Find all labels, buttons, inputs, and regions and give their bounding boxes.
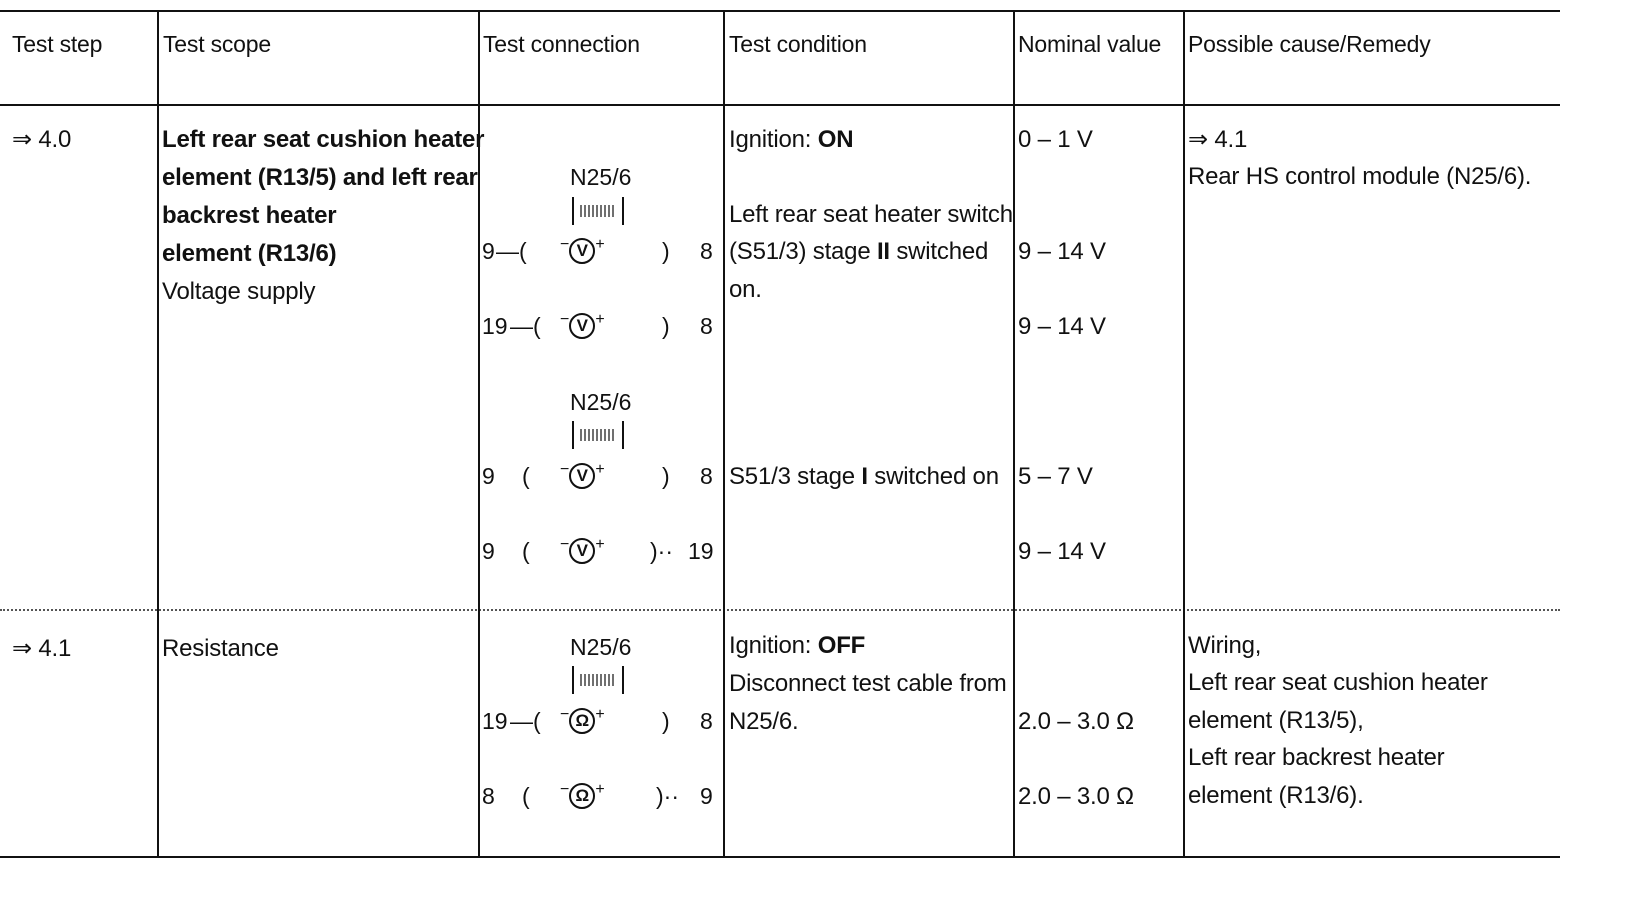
conn2-right-lead: ) (662, 313, 670, 339)
row1-nominal-3: 9 – 14 V (1018, 313, 1106, 340)
header-test-condition: Test condition (729, 31, 867, 57)
conn5-right-lead: ) (662, 708, 670, 734)
conn2-left-pin: 19 (482, 313, 508, 339)
conn1-right-pin: 8 (700, 238, 713, 264)
conn3-right-lead: ) (662, 463, 670, 489)
control-module-icon (572, 666, 624, 694)
row1-scope-voltage-supply: Voltage supply (162, 278, 316, 305)
conn6-right-lead: )·· (656, 783, 679, 809)
ohmmeter-icon: − Ω + (560, 706, 605, 734)
row1-condition-switch-line2: (S51/3) stage II switched (729, 238, 989, 265)
header-test-scope: Test scope (163, 31, 271, 57)
ohmmeter-icon: − Ω + (560, 781, 605, 809)
row2-nominal-1: 2.0 – 3.0 Ω (1018, 708, 1134, 735)
row1-condition-switch-line3: on. (729, 276, 762, 303)
header-rule (0, 104, 1560, 106)
header-possible-cause: Possible cause/Remedy (1188, 31, 1431, 57)
conn6-left-pin: 8 (482, 783, 495, 809)
conn4-right-lead: )·· (650, 538, 673, 564)
conn5-left-pin: 19 (482, 708, 508, 734)
conn6-right-pin: 9 (700, 783, 713, 809)
row2-cause-line3: element (R13/5), (1188, 707, 1364, 734)
conn1-right-lead: ) (662, 238, 670, 264)
conn3-left-pin: 9 (482, 463, 495, 489)
conn5-left-lead: —( (510, 708, 541, 734)
conn2-right-pin: 8 (700, 313, 713, 339)
row-divider (0, 609, 1560, 611)
conn4-left-pin: 9 (482, 538, 495, 564)
module-label-n25-6: N25/6 (570, 389, 632, 415)
row2-condition-line1: Disconnect test cable from (729, 670, 1007, 697)
module-label-n25-6: N25/6 (570, 164, 632, 190)
row1-nominal-5: 9 – 14 V (1018, 538, 1106, 565)
row2-cause-line4: Left rear backrest heater (1188, 744, 1445, 771)
row2-nominal-2: 2.0 – 3.0 Ω (1018, 783, 1134, 810)
conn1-left-pin: 9 (482, 238, 495, 264)
header-nominal-value: Nominal value (1018, 31, 1162, 57)
row2-cause-line5: element (R13/6). (1188, 782, 1364, 809)
conn3-right-pin: 8 (700, 463, 713, 489)
row1-step: ⇒ 4.0 (12, 126, 72, 153)
row1-nominal-4: 5 – 7 V (1018, 463, 1093, 490)
col-divider-3 (723, 10, 725, 858)
row1-nominal-2: 9 – 14 V (1018, 238, 1106, 265)
row2-step: ⇒ 4.1 (12, 635, 72, 662)
row2-scope: Resistance (162, 635, 279, 662)
row1-scope-line2: element (R13/5) and left rear (162, 164, 478, 191)
header-test-connection: Test connection (483, 31, 640, 57)
row1-scope-line3: backrest heater (162, 202, 337, 229)
col-divider-1 (157, 10, 159, 858)
control-module-icon (572, 197, 624, 225)
row2-condition-ignition: Ignition: OFF (729, 632, 866, 659)
control-module-icon (572, 421, 624, 449)
row1-nominal-1: 0 – 1 V (1018, 126, 1093, 153)
voltmeter-icon: − V + (560, 236, 605, 264)
voltmeter-icon: − V + (560, 461, 605, 489)
voltmeter-icon: − V + (560, 311, 605, 339)
row2-condition-line2: N25/6. (729, 708, 799, 735)
header-test-step: Test step (12, 31, 103, 57)
row1-condition-stage1: S51/3 stage I switched on (729, 463, 999, 490)
voltmeter-icon: − V + (560, 536, 605, 564)
conn5-right-pin: 8 (700, 708, 713, 734)
conn1-left-lead: —( (496, 238, 527, 264)
row2-cause-line2: Left rear seat cushion heater (1188, 669, 1488, 696)
row1-scope-line1: Left rear seat cushion heater (162, 126, 485, 153)
col-divider-5 (1183, 10, 1185, 858)
conn4-right-pin: 19 (688, 538, 714, 564)
bottom-rule (0, 856, 1560, 858)
conn4-left-lead: ( (522, 538, 530, 564)
row1-condition-ignition: Ignition: ON (729, 126, 854, 153)
row1-condition-switch-line1: Left rear seat heater switch (729, 201, 1013, 228)
top-rule (0, 10, 1560, 12)
conn6-left-lead: ( (522, 783, 530, 809)
col-divider-4 (1013, 10, 1015, 858)
module-label-n25-6: N25/6 (570, 634, 632, 660)
row1-cause-step: ⇒ 4.1 (1188, 126, 1248, 153)
row2-cause-line1: Wiring, (1188, 632, 1262, 659)
conn3-left-lead: ( (522, 463, 530, 489)
conn2-left-lead: —( (510, 313, 541, 339)
row1-cause-text: Rear HS control module (N25/6). (1188, 163, 1532, 190)
row1-scope-line4: element (R13/6) (162, 240, 337, 267)
